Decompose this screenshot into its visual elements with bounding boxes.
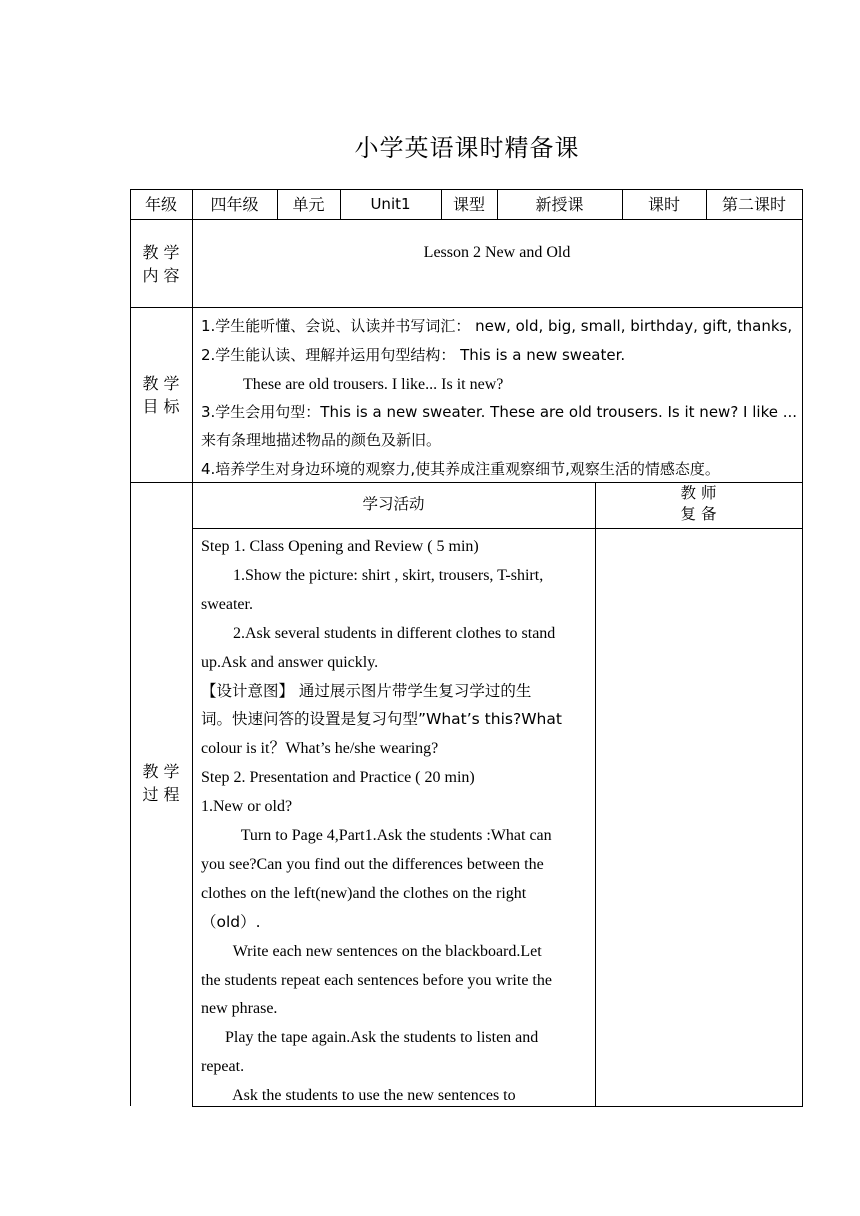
goal-2-continued: These are old trousers. I like... Is it new? (243, 376, 504, 393)
teacher-review-header: 教 师 复 备 (680, 484, 717, 523)
content-value: Lesson 2 New and Old (423, 244, 571, 261)
activity-line: 1.New or old? (201, 798, 293, 816)
goals-label: 教 学 目 标 (142, 374, 180, 416)
goal-1: 1.学生能听懂、会说、认读并书写词汇： new, old, big, small, birthday, gift, thanks, (201, 317, 793, 335)
activity-line: （old）. (201, 912, 261, 931)
grade-value: 四年级 (210, 195, 259, 214)
activity-line: sweater. (201, 595, 253, 613)
activity-line: you see?Can you find out the differences between the (201, 855, 544, 873)
activity-line: Ask the students to use the new sentences to (201, 1087, 516, 1105)
period-value: 第二课时 (721, 195, 786, 214)
period-label: 课时 (647, 195, 680, 214)
goal-3-continued: 来有条理地描述物品的颜色及新旧。 (201, 431, 442, 449)
activity-line: up.Ask and answer quickly. (201, 653, 379, 671)
activity-line: new phrase. (201, 1000, 278, 1018)
type-value: 新授课 (535, 195, 584, 214)
activity-line: Play the tape again.Ask the students to listen and (201, 1029, 539, 1047)
goal-4: 4.培养学生对身边环境的观察力,使其养成注重观察细节,观察生活的情感态度。 (201, 460, 720, 478)
activity-line: 词。快速问答的设置是复习句型”What’s this?What (201, 710, 562, 729)
type-label: 课型 (452, 195, 485, 214)
unit-value: Unit1 (370, 195, 411, 213)
activity-line: 【设计意图】 通过展示图片带学生复习学过的生 (201, 681, 532, 700)
activity-line: colour is it？What’s he/she wearing? (201, 740, 439, 758)
grade-label: 年级 (144, 195, 177, 214)
activity-line: the students repeat each sentences before you write the (201, 971, 552, 989)
process-label: 教 学 过 程 (142, 762, 180, 804)
page-title: 小学英语课时精备课 (354, 134, 580, 162)
unit-label: 单元 (292, 195, 325, 214)
activity-line: Turn to Page 4,Part1.Ask the students :What can (201, 827, 552, 844)
activity-line: 1.Show the picture: shirt , skirt, trousers, T-shirt, (201, 566, 544, 584)
activity-line: repeat. (201, 1058, 245, 1076)
content-label: 教 学 内 容 (142, 243, 180, 285)
activity-line: clothes on the left(new)and the clothes on the right (201, 884, 527, 902)
activity-line: Step 1. Class Opening and Review ( 5 min) (201, 538, 479, 555)
activity-line: Step 2. Presentation and Practice ( 20 min) (201, 769, 475, 787)
activities-header: 学习活动 (362, 495, 425, 513)
activity-line: Write each new sentences on the blackboard.Let (201, 942, 542, 960)
goal-2: 2.学生能认读、理解并运用句型结构： This is a new sweater. (201, 346, 626, 364)
goal-3: 3.学生会用句型：This is a new sweater. These are old trousers. Is it new? I like ... (201, 403, 798, 421)
activity-line: 2.Ask several students in different clothes to stand (201, 624, 556, 642)
